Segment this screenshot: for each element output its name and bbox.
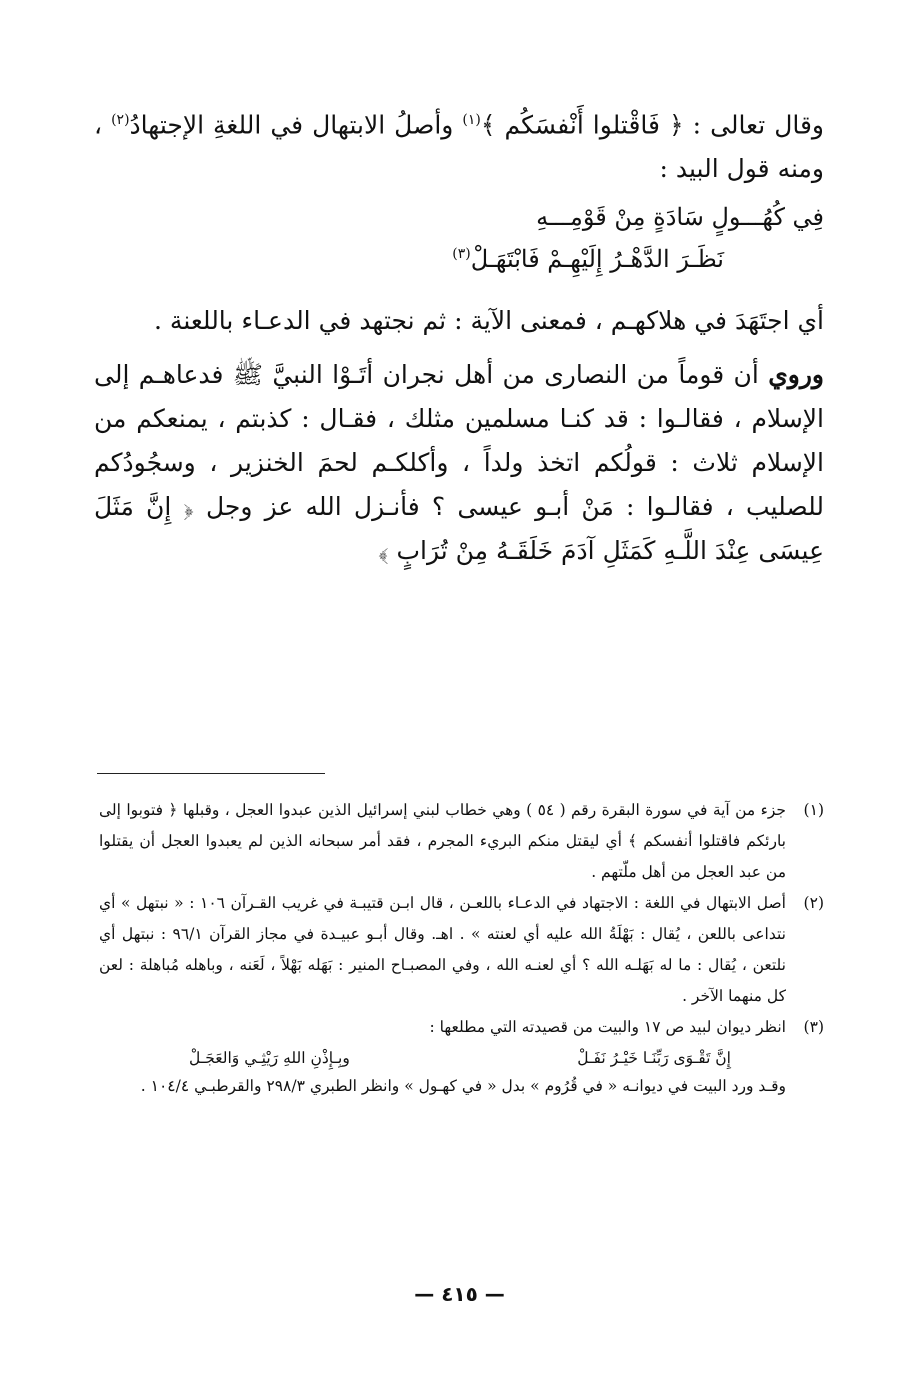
footnote-verse-hemistich-1: إِنَّ تَقْـوَى رَبِّنَـا خَيْـرُ نَفَـلْ: [577, 1049, 731, 1067]
paragraph-1: وقال تعالى : ﴿ فَاقْتلوا أَنْفسَكُم ﴾$^{(١)}$ وأصلُ الابتهال في اللغةِ الإجتهادُ$^{(٢)}$ ، ومنه قول البيد :: [94, 110, 824, 184]
footnote-text-continued: وقـد ورد البيت في ديوانـه « في قُرُوم » بدل « في كهـول » وانظر الطبري ٢٩٨/٣ والقرطبـي ١٠٤/٤ .: [140, 1077, 786, 1095]
footnotes: [99, 795, 824, 1102]
footnote-text: انظر ديوان لبيد ص ١٧ والبيت من قصيدته التي مطلعها :: [429, 1018, 786, 1036]
lead-word: وروي: [768, 360, 824, 390]
footnote-number: (٢): [803, 894, 824, 912]
footnote-verse-hemistich-2: وبِـإِذْنِ اللهِ رَيْثِـي وَالعَجَـلْ: [189, 1049, 350, 1067]
footnote-1: [99, 795, 824, 888]
poetry-verse: [94, 197, 824, 287]
verse-hemistich-2: نَظَـرَ الدَّهْـرُ إِلَيْهِـمْ فَابْتَهَـلْ$^{(٣)}$: [452, 245, 724, 274]
footnote-text: جزء من آية في سورة البقرة رقم ( ٥٤ ) وهي خطاب لبني إسرائيل الذين عبدوا العجل ، وقبلها ﴿ فتوبوا إلى بارئكم فاقتلوا أنفسكم ﴾ أي ليقتل منكم البريء المجرم ، فقد أمر سبحانه الذين لم يعبدوا العجل أن يقتلوا من عبد العجل من أهل ملّتهم .: [99, 801, 786, 881]
paragraph-3: وروي أن قوماً من النصارى من أهل نجران أتَـوْا النبيَّ ﷺ فدعاهـم إلى الإسلام ، فقالـوا : قد كنـا مسلمين مثلك ، فقـال : كذبتم ، يمنعكم من الإسلام ثلاث : قولُكم اتخذ ولداً ، وأكلكـم لحمَ الخنزير ، وسجُودُكم للصليب ، فقالـوا : مَنْ أبـو عيسى ؟ فأنـزل الله عز وجل ﴿ إِنَّ مَثَلَ عِيسَى عِنْدَ اللَّـهِ كَمَثَلِ آدَمَ خَلَقَـهُ مِنْ تُرَابٍ ﴾: [94, 360, 824, 566]
footnote-separator: [97, 773, 325, 774]
verse-hemistich-1: فِي كُهُـــولٍ سَادَةٍ مِنْ قَوْمِـــهِ: [536, 203, 824, 232]
footnote-2: [99, 888, 824, 1012]
footnote-ref-3[interactable]: (٣): [452, 246, 471, 263]
footnote-verse: [99, 1043, 786, 1071]
paragraph-2: أي اجتَهَدَ في هلاكهـم ، فمعنى الآية : ثم نجتهد في الدعـاء باللعنة .: [154, 306, 824, 336]
footnote-3: [99, 1012, 824, 1102]
footnote-ref-1[interactable]: (١): [462, 112, 481, 128]
footnote-text: أصل الابتهال في اللغة : الاجتهاد في الدعـاء باللعـن ، قال ابـن قتيبـة في غريب القـرآن ١٠٦ : « نبتهل » أي نتداعى باللعن ، يُقال : بَهْلَةُ الله عليه أي لعنته » . اهـ. وقال أبـو عبيـدة في مجاز القرآن ٩٦/١ : نبتهل أي نلتعن ، يُقال : ما له بَهَلـه الله ؟ أي لعنـه الله ، وفي المصبـاح المنير : بَهَله بَهْلاً ، لَعَنه ، وباهله مُباهلة : لعن كل منهما الآخر .: [99, 894, 786, 1005]
main-text: [94, 98, 824, 573]
footnote-ref-2[interactable]: (٢): [111, 112, 130, 128]
footnote-number: (٣): [803, 1018, 824, 1036]
footnote-number: (١): [803, 801, 824, 819]
page-number: — ٤١٥ —: [414, 1282, 505, 1306]
